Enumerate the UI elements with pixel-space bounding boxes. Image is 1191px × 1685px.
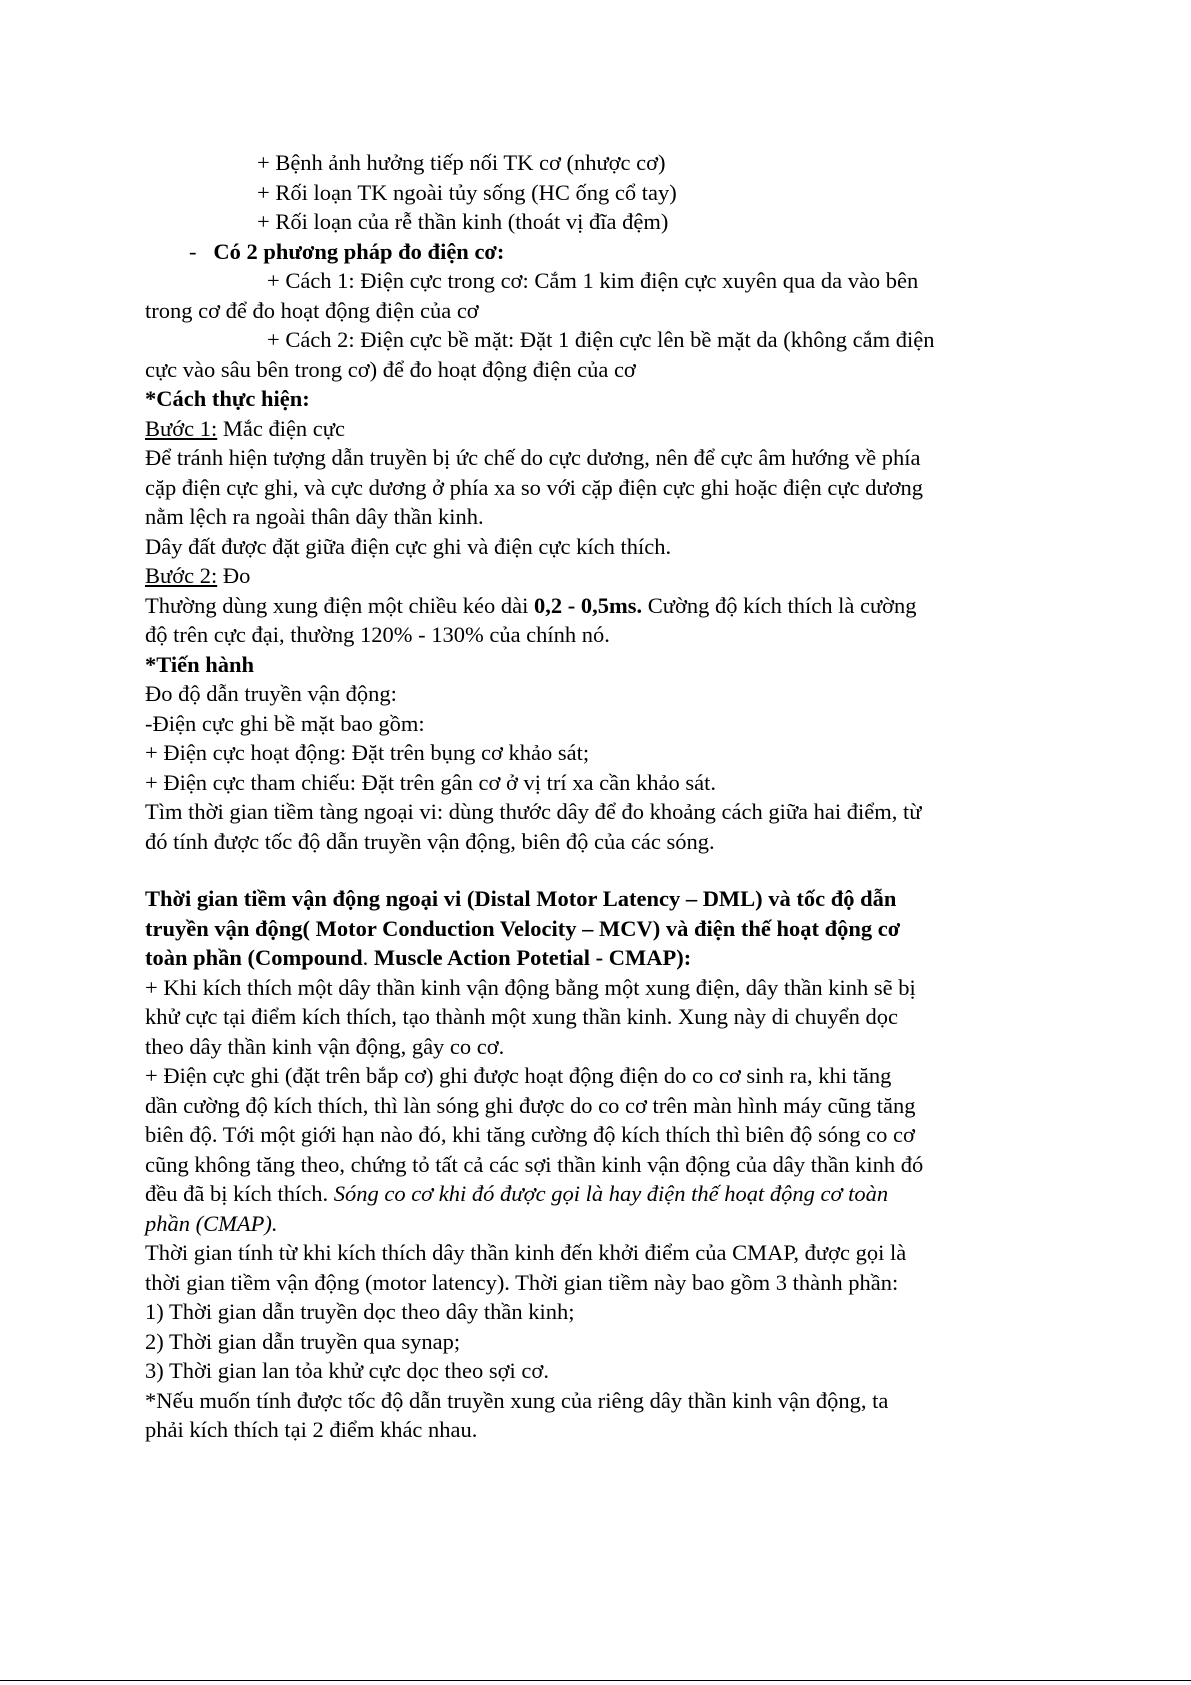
paragraph-line: + Điện cực ghi (đặt trên bắp cơ) ghi được hoạt động điện do co cơ sinh ra, khi tăng: [145, 1063, 892, 1088]
paragraph-line: + Khi kích thích một dây thần kinh vận động bằng một xung điện, dây thần kinh sẽ bị: [145, 974, 916, 1000]
methods-heading-line: [145, 237, 1055, 267]
paragraph-line: biên độ. Tới một giới hạn nào đó, khi tăng cường độ kích thích thì biên độ sóng co cơ: [145, 1122, 915, 1147]
step-2-label: Bước 2:: [145, 563, 218, 588]
italic-text: Sóng co cơ khi đó được gọi là hay điện thế hoạt động cơ toàn: [333, 1181, 889, 1206]
method-2-line-2: cực vào sâu bên trong cơ) để đo hoạt động điện của cơ: [145, 356, 636, 382]
method-2-line-1: + Cách 2: Điện cực bề mặt: Đặt 1 điện cực lên bề mặt da (không cắm điện: [267, 327, 935, 352]
dml-heading-line: truyền vận động( Motor Conduction Velocity – MCV) và điện thế hoạt động cơ: [145, 915, 901, 941]
paragraph-line: + Điện cực hoạt động: Đặt trên bụng cơ khảo sát;: [145, 740, 590, 765]
text-span: Thường dùng xung điện một chiều kéo dài: [145, 592, 535, 618]
paragraph-line: theo dây thần kinh vận động, gây co cơ.: [145, 1033, 505, 1059]
method-1-line-2: trong cơ để đo hoạt động điện của cơ: [145, 297, 479, 323]
dml-heading-line: [145, 943, 1055, 973]
step-2-title: [145, 561, 1055, 591]
list-item: + Rối loạn TK ngoài tủy sống (HC ống cổ tay): [257, 179, 677, 205]
paragraph-line: [145, 1179, 1055, 1209]
list-item: 3) Thời gian lan tỏa khử cực dọc theo sợi cơ.: [145, 1358, 549, 1383]
paragraph-line: đó tính được tốc độ dẫn truyền vận động, biên độ của các sóng.: [145, 828, 715, 854]
dash-bullet: -: [189, 238, 197, 264]
paragraph-line: *Nếu muốn tính được tốc độ dẫn truyền xung của riêng dây thần kinh vận động, ta: [145, 1387, 889, 1413]
step-1-text: Mắc điện cực: [217, 415, 345, 441]
document-page: [145, 148, 1055, 1445]
paragraph-line: Tìm thời gian tiềm tàng ngoại vi: dùng thước dây để đo khoảng cách giữa hai điểm, từ: [145, 799, 922, 824]
paragraph-line: độ trên cực đại, thường 120% - 130% của chính nó.: [145, 622, 610, 647]
paragraph-line: cặp điện cực ghi, và cực dương ở phía xa so với cặp điện cực ghi hoặc điện cực dương: [145, 474, 924, 500]
method-1-line-1: + Cách 1: Điện cực trong cơ: Cắm 1 kim điện cực xuyên qua da vào bên: [267, 268, 919, 293]
step-1-label: Bước 1:: [145, 415, 218, 441]
methods-heading: Có 2 phương pháp đo điện cơ:: [213, 238, 505, 264]
text-span: toàn phần (Compound: [145, 945, 363, 970]
howto-heading: *Cách thực hiện:: [145, 386, 310, 411]
paragraph-line: [145, 591, 1055, 621]
text-span: Cường độ kích thích là cường: [642, 592, 917, 618]
list-item: 2) Thời gian dẫn truyền qua synap;: [145, 1328, 461, 1354]
list-item: + Bệnh ảnh hưởng tiếp nối TK cơ (nhược cơ): [257, 150, 666, 175]
list-item: 1) Thời gian dẫn truyền dọc theo dây thần kinh;: [145, 1299, 575, 1324]
proceed-heading: *Tiến hành: [145, 651, 255, 677]
paragraph-line: thời gian tiềm vận động (motor latency). Thời gian tiềm này bao gồm 3 thành phần:: [145, 1269, 899, 1295]
paragraph-line: Đo độ dẫn truyền vận động:: [145, 681, 397, 706]
list-item: + Rối loạn của rễ thần kinh (thoát vị đĩa đệm): [257, 209, 669, 234]
paragraph-line: Thời gian tính từ khi kích thích dây thần kinh đến khởi điểm của CMAP, được gọi là: [145, 1240, 907, 1265]
paragraph-line: Dây đất được đặt giữa điện cực ghi và điện cực kích thích.: [145, 533, 672, 559]
paragraph-line: -Điện cực ghi bề mặt bao gồm:: [145, 710, 425, 736]
text-span: Muscle Action Potetial - CMAP):: [373, 945, 692, 970]
paragraph-line: + Điện cực tham chiếu: Đặt trên gân cơ ở vị trí xa cần khảo sát.: [145, 769, 716, 795]
dml-heading-line: Thời gian tiềm vận động ngoại vi (Distal Motor Latency – DML) và tốc độ dẫn: [145, 886, 897, 911]
pulse-duration: 0,2 - 0,5ms.: [534, 592, 643, 618]
paragraph-line: cũng không tăng theo, chứng tỏ tất cả các sợi thần kinh vận động của dây thần kinh đó: [145, 1151, 924, 1177]
paragraph-line: Để tránh hiện tượng dẫn truyền bị ức chế do cực dương, nên để cực âm hướng về phía: [145, 445, 921, 470]
step-1-title: [145, 414, 1055, 444]
paragraph-line: khử cực tại điểm kích thích, tạo thành một xung thần kinh. Xung này di chuyển dọc: [145, 1004, 898, 1029]
paragraph-line: nằm lệch ra ngoài thân dây thần kinh.: [145, 504, 484, 529]
text-span: đều đã bị kích thích.: [145, 1181, 334, 1206]
text-span: .: [362, 945, 374, 970]
spacer: [145, 856, 1055, 884]
paragraph-line: phần (CMAP).: [145, 1210, 278, 1236]
paragraph-line: phải kích thích tại 2 điểm khác nhau.: [145, 1417, 478, 1442]
bottom-rule: [0, 1680, 1191, 1681]
step-2-text: Đo: [217, 563, 251, 588]
paragraph-line: dần cường độ kích thích, thì làn sóng ghi được do co cơ trên màn hình máy cũng tăng: [145, 1092, 916, 1118]
